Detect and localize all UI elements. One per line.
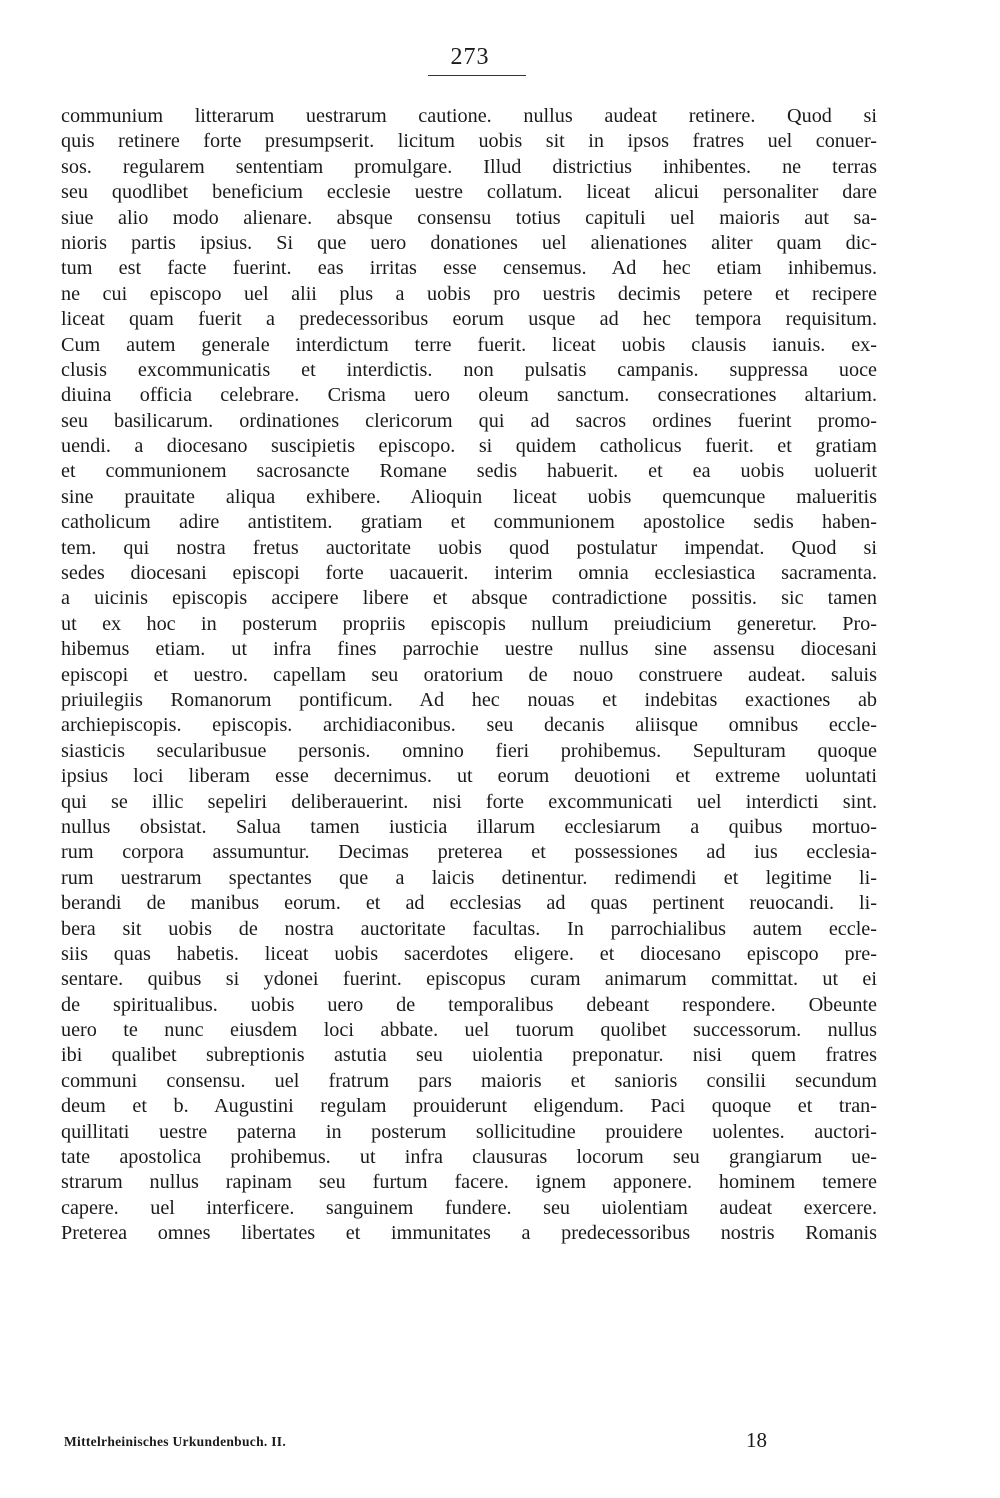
text-line: capere. uel interficere. sanguinem fundere. seu uiolentiam audeat exercere. — [61, 1196, 877, 1219]
text-line: rum uestrarum spectantes que a laicis detinentur. redimendi et legitime li- — [61, 866, 877, 889]
text-line: quis retinere forte presumpserit. licitum uobis sit in ipsos fratres uel conuer- — [61, 130, 877, 153]
text-line: berandi de manibus eorum. et ad ecclesias ad quas pertinent reuocandi. li- — [61, 892, 877, 915]
text-line: seu quodlibet beneficium ecclesie uestre collatum. liceat alicui personaliter dare — [61, 181, 877, 204]
text-line: hibemus etiam. ut infra fines parrochie uestre nullus sine assensu diocesani — [61, 638, 877, 661]
text-line: episcopi et uestro. capellam seu oratorium de nouo construere audeat. saluis — [61, 663, 877, 686]
text-line: sos. regularem sententiam promulgare. Illud districtius inhibentes. ne terras — [61, 155, 877, 178]
text-line: seu basilicarum. ordinationes clericorum qui ad sacros ordines fuerint promo- — [61, 409, 877, 432]
text-line: nullus obsistat. Salua tamen iusticia illarum ecclesiarum a quibus mortuo- — [61, 815, 877, 838]
text-line: communium litterarum uestrarum cautione. nullus audeat retinere. Quod si — [61, 105, 877, 127]
text-line: ut ex hoc in posterum propriis episcopis nullum preiudicium generetur. Pro- — [61, 612, 877, 635]
text-line: sedes diocesani episcopi forte uacauerit. interim omnia ecclesiastica sacramenta. — [61, 562, 877, 585]
text-line: de spiritualibus. uobis uero de temporalibus debeant respondere. Obeunte — [61, 993, 877, 1016]
text-line: sentare. quibus si ydonei fuerint. episcopus curam animarum committat. ut ei — [61, 968, 877, 991]
text-line: uendi. a diocesano suscipietis episcopo. si quidem catholicus fuerit. et gratiam — [61, 435, 877, 458]
body-text — [61, 104, 877, 1247]
text-line: strarum nullus rapinam seu furtum facere. ignem apponere. hominem temere — [61, 1171, 877, 1194]
text-line: deum et b. Augustini regulam prouiderunt eligendum. Paci quoque et tran- — [61, 1095, 877, 1118]
text-line: communi consensu. uel fratrum pars maioris et sanioris consilii secundum — [61, 1069, 877, 1092]
text-line: diuina officia celebrare. Crisma uero oleum sanctum. consecrationes altarium. — [61, 384, 877, 407]
text-line: archiepiscopis. episcopis. archidiaconibus. seu decanis aliisque omnibus eccle- — [61, 714, 877, 737]
text-line: siasticis secularibusue personis. omnino fieri prohibemus. Sepulturam quoque — [61, 739, 877, 762]
text-line: Cum autem generale interdictum terre fuerit. liceat uobis clausis ianuis. ex- — [61, 333, 877, 356]
text-line: ne cui episcopo uel alii plus a uobis pro uestris decimis petere et recipere — [61, 282, 877, 305]
text-line: nioris partis ipsius. Si que uero donationes uel alienationes aliter quam dic- — [61, 231, 877, 254]
text-line: rum corpora assumuntur. Decimas preterea et possessiones ad ius ecclesia- — [61, 841, 877, 864]
text-line: tem. qui nostra fretus auctoritate uobis quod postulatur impendat. Quod si — [61, 536, 877, 559]
text-line: tum est facte fuerint. eas irritas esse censemus. Ad hec etiam inhibemus. — [61, 257, 877, 280]
text-line: Preterea omnes libertates et immunitates a predecessoribus nostris Romanis — [61, 1222, 877, 1245]
text-line: uero te nunc eiusdem loci abbate. uel tuorum quolibet successorum. nullus — [61, 1019, 877, 1042]
header-rule — [428, 75, 526, 76]
page-number: 273 — [450, 44, 490, 70]
text-line: priuilegiis Romanorum pontificum. Ad hec nouas et indebitas exactiones ab — [61, 688, 877, 711]
footer-signature: Mittelrheinisches Urkundenbuch. II. — [64, 1434, 287, 1449]
text-line: sine prauitate aliqua exhibere. Alioquin liceat uobis quemcunque malueritis — [61, 485, 877, 508]
text-line: ipsius loci liberam esse decernimus. ut eorum deuotioni et extreme uoluntati — [61, 765, 877, 788]
text-line: tate apostolica prohibemus. ut infra clausuras locorum seu grangiarum ue- — [61, 1146, 877, 1169]
text-line: siue alio modo alienare. absque consensu totius capituli uel maioris aut sa- — [61, 206, 877, 229]
text-line: a uicinis episcopis accipere libere et absque contradictione possitis. sic tamen — [61, 587, 877, 610]
text-line: ibi qualibet subreptionis astutia seu uiolentia preponatur. nisi quem fratres — [61, 1044, 877, 1067]
text-line: catholicum adire antistitem. gratiam et communionem apostolice sedis haben- — [61, 511, 877, 534]
text-line: qui se illic sepeliri deliberauerint. nisi forte excommunicati uel interdicti sint. — [61, 790, 877, 813]
text-line: clusis excommunicatis et interdictis. non pulsatis campanis. suppressa uoce — [61, 358, 877, 381]
text-line: bera sit uobis de nostra auctoritate facultas. In parrochialibus autem eccle- — [61, 917, 877, 940]
text-line: et communionem sacrosancte Romane sedis habuerit. et ea uobis uoluerit — [61, 460, 877, 483]
page-footer — [0, 1428, 1000, 1458]
text-line: quillitati uestre paterna in posterum sollicitudine prouidere uolentes. auctori- — [61, 1120, 877, 1143]
text-line: siis quas habetis. liceat uobis sacerdotes eligere. et diocesano episcopo pre- — [61, 942, 877, 965]
footer-sheet-number: 18 — [746, 1428, 767, 1452]
text-line: liceat quam fuerit a predecessoribus eorum usque ad hec tempora requisitum. — [61, 308, 877, 331]
